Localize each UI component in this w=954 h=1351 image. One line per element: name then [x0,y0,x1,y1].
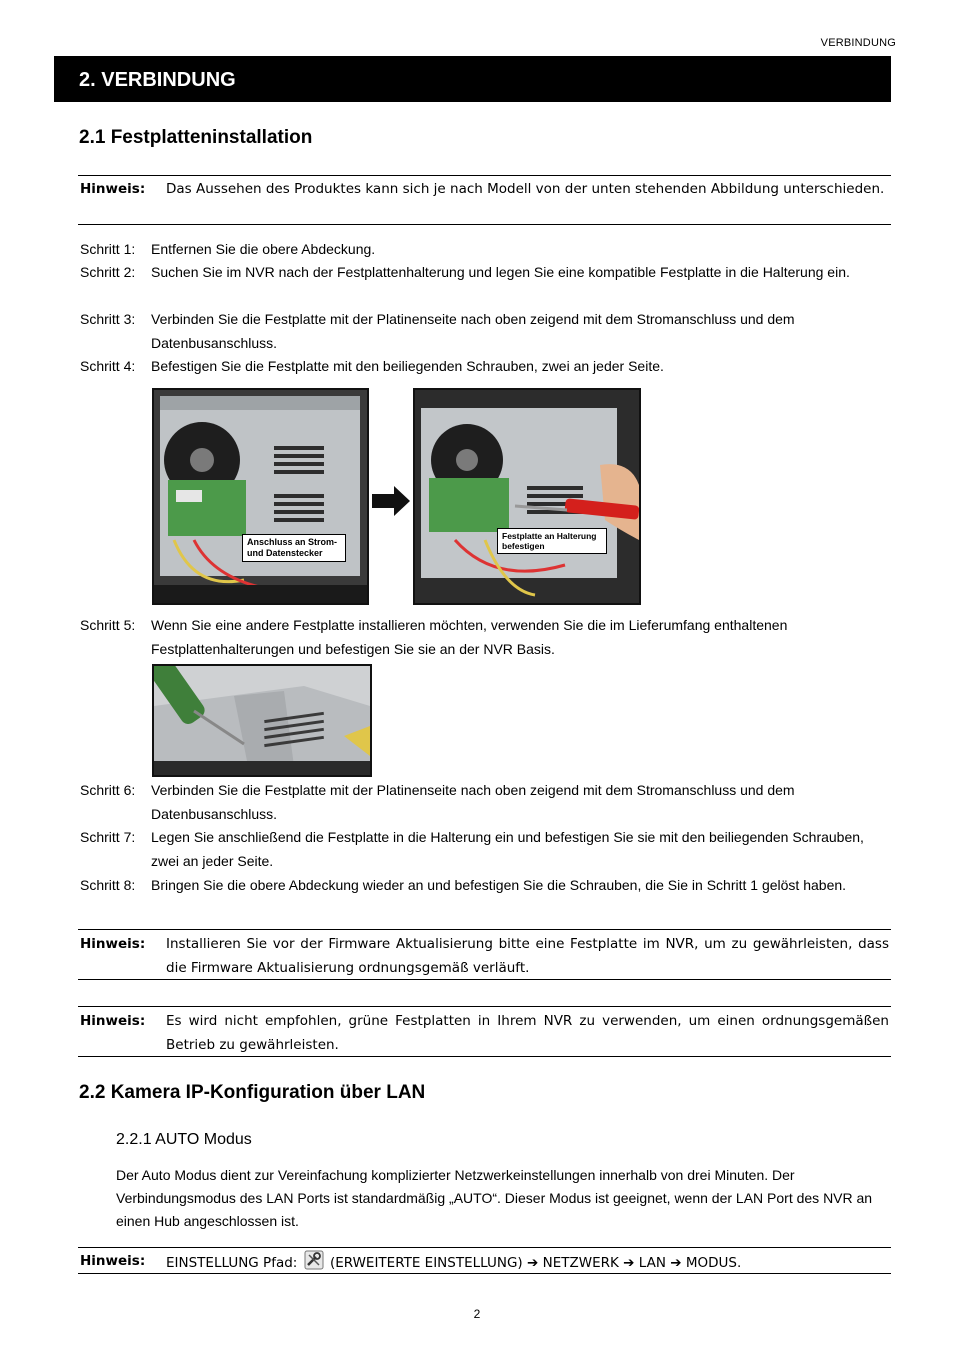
step-5 [80,614,890,661]
chapter-title: 2. VERBINDUNG [54,56,891,102]
step-2 [80,261,890,285]
section-title-festplatteninstallation: 2.1 Festplatteninstallation [79,127,313,148]
step-text: Bringen Sie die obere Abdeckung wieder an und befestigen Sie die Schrauben, die Sie in Schritt 1 gelöst haben. [151,877,847,893]
step-number: Schritt 3: [80,311,136,327]
auto-mode-description: Der Auto Modus dient zur Vereinfachung komplizierter Netzwerkeinstellungen innerhalb von drei Minuten. Der Verbindungsmodus des LAN Ports ist standardmäßig „AUTO“. Dieser Modus ist geeignet, wenn der LAN Port des NVR an einen Hub angeschlossen ist. [116,1167,873,1229]
step-text: Suchen Sie im NVR nach der Festplattenhalterung und legen Sie eine kompatible Festplatte in die Halterung ein. [151,264,850,280]
step-7 [80,826,890,873]
step-1 [80,238,890,262]
right-arrow-icon [370,486,412,516]
step-text: Wenn Sie eine andere Festplatte installieren möchten, verwenden Sie die im Lieferumfang enthaltenen Festplattenhalterungen und befestigen Sie sie an der NVR Basis. [151,617,788,657]
step-number: Schritt 7: [80,829,136,845]
note-box-firmware [78,929,891,980]
callout-fasten-hdd-bracket: Festplatte an Halterung befestigen [497,528,607,554]
step-4 [80,355,890,379]
step-number: Schritt 1: [80,241,136,257]
path-network: NETZWERK [542,1255,619,1271]
step-number: Schritt 2: [80,264,136,280]
note-text: Das Aussehen des Produktes kann sich je nach Modell von der unten stehenden Abbildung unterschieden. [166,181,885,197]
step-text: Legen Sie anschließend die Festplatte in die Halterung ein und befestigen Sie sie mit den beiliegenden Schrauben, zwei an jeder Seite. [151,829,864,869]
note-label: Hinweis: [80,181,146,197]
note-text: Es wird nicht empfohlen, grüne Festplatten in Ihrem NVR zu verwenden, um einen ordnungsgemäßen Betrieb zu gewährleisten. [166,1013,889,1053]
arrow-right-icon: ➔ [670,1255,682,1271]
subsection-title-auto-mode: 2.2.1 AUTO Modus [116,1131,252,1148]
path-lan: LAN [638,1255,666,1271]
step-8 [80,874,890,898]
path-prefix: EINSTELLUNG Pfad: [166,1255,298,1271]
step-number: Schritt 5: [80,617,136,633]
step-text: Verbinden Sie die Festplatte mit der Platinenseite nach oben zeigend mit dem Stromanschluss und dem Datenbusanschluss. [151,311,795,351]
step-text: Befestigen Sie die Festplatte mit den beiliegenden Schrauben, zwei an jeder Seite. [151,358,664,374]
note-box-green-hdd [78,1006,891,1057]
note-text: Installieren Sie vor der Firmware Aktualisierung bitte eine Festplatte im NVR, um zu gewährleisten, dass die Firmware Aktualisierung ordnungsgemäß verläuft. [166,936,889,976]
step-6 [80,779,890,826]
settings-path [166,1250,889,1274]
step-number: Schritt 8: [80,877,136,893]
callout-power-data-connector: Anschluss an Strom- und Datenstecker [242,534,346,562]
note-box-appearance [78,175,891,225]
hdd-connection-photo [152,388,369,605]
section-title-camera-ip-config: 2.2 Kamera IP-Konfiguration über LAN [79,1082,426,1103]
settings-tools-icon [304,1250,324,1270]
running-header: VERBINDUNG [820,37,896,49]
note-box-settings-path [78,1247,891,1274]
bracket-mounting-photo [152,664,372,777]
note-label: Hinweis: [80,936,146,952]
page-number: 2 [473,1307,481,1321]
path-advanced: (ERWEITERTE EINSTELLUNG) [329,1255,523,1271]
step-number: Schritt 6: [80,782,136,798]
note-label: Hinweis: [80,1013,146,1029]
step-number: Schritt 4: [80,358,136,374]
bracket-mounting-illustration [154,666,370,775]
arrow-right-icon: ➔ [527,1255,539,1271]
step-text: Verbinden Sie die Festplatte mit der Platinenseite nach oben zeigend mit dem Stromanschluss und dem Datenbusanschluss. [151,782,795,822]
path-mode: MODUS. [685,1255,742,1271]
hdd-fastening-illustration [415,390,639,603]
hdd-connection-illustration [154,390,367,603]
note-label: Hinweis: [80,1253,146,1269]
step-text: Entfernen Sie die obere Abdeckung. [151,241,376,257]
hdd-fastening-photo [413,388,641,605]
step-3 [80,308,890,355]
arrow-right-icon: ➔ [623,1255,635,1271]
